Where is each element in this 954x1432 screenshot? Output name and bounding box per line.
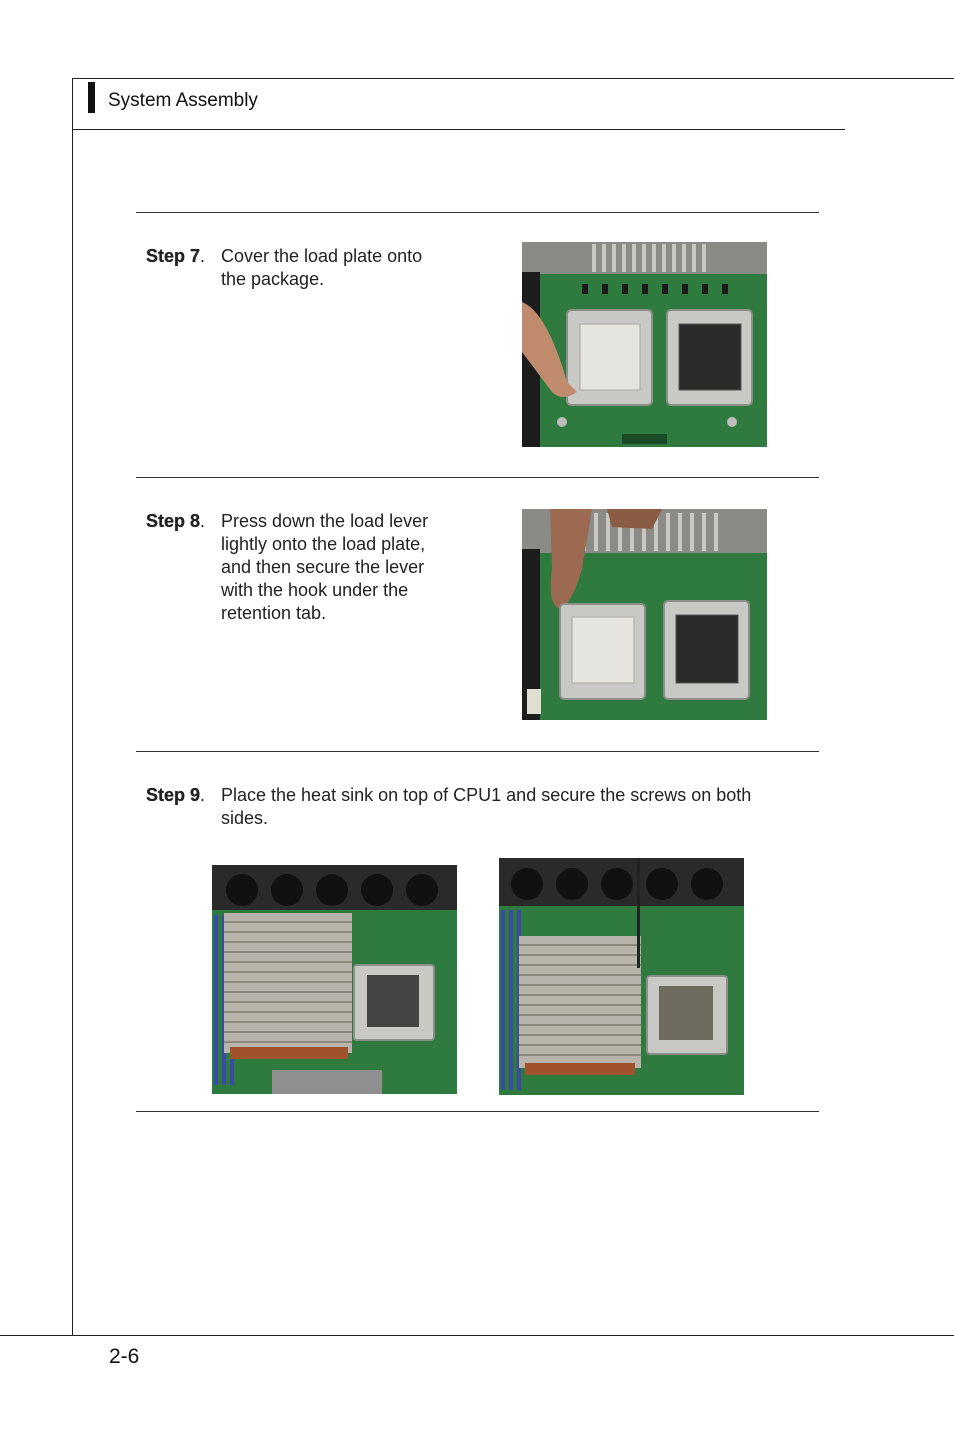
step-punct: . xyxy=(200,511,206,531)
step-description xyxy=(221,245,422,291)
section-divider xyxy=(136,212,819,213)
page-number: 2-6 xyxy=(109,1345,140,1368)
cpu-socket-load-plate-photo xyxy=(522,242,767,447)
cpu-socket-load-lever-photo xyxy=(522,509,767,720)
page-section-title: System Assembly xyxy=(108,90,258,111)
section-divider xyxy=(136,477,819,478)
heat-sink-photo-right xyxy=(499,858,744,1095)
header-top-rule xyxy=(72,78,954,79)
section-divider xyxy=(136,751,819,752)
step-label: Step 9 xyxy=(146,785,201,805)
header-marker-bar xyxy=(88,82,95,113)
step-line: with the hook under the xyxy=(221,580,409,600)
footer-rule xyxy=(0,1335,954,1336)
step-7 xyxy=(146,245,423,289)
step-line: Place the heat sink on top of CPU1 and secure the screws on both xyxy=(221,785,752,805)
section-divider xyxy=(136,1111,819,1112)
step-8 xyxy=(146,510,429,623)
step-line: Press down the load lever xyxy=(221,511,429,531)
step-label: Step 7 xyxy=(146,246,201,266)
step-line: lightly onto the load plate, xyxy=(221,534,426,554)
step-line: sides. xyxy=(221,808,269,828)
step-9 xyxy=(146,784,752,828)
step-line: Cover the load plate onto xyxy=(221,246,423,266)
page-left-rule xyxy=(72,78,73,1335)
step-label: Step 8 xyxy=(146,511,201,531)
step-line: and then secure the lever xyxy=(221,557,425,577)
heat-sink-photo-left xyxy=(212,865,457,1094)
step-line: the package. xyxy=(221,269,325,289)
step-punct: . xyxy=(200,246,206,266)
header-bottom-rule xyxy=(72,129,845,130)
step-line: retention tab. xyxy=(221,603,327,623)
step-description xyxy=(221,784,751,830)
step-punct: . xyxy=(200,785,206,805)
step-description xyxy=(221,510,428,625)
